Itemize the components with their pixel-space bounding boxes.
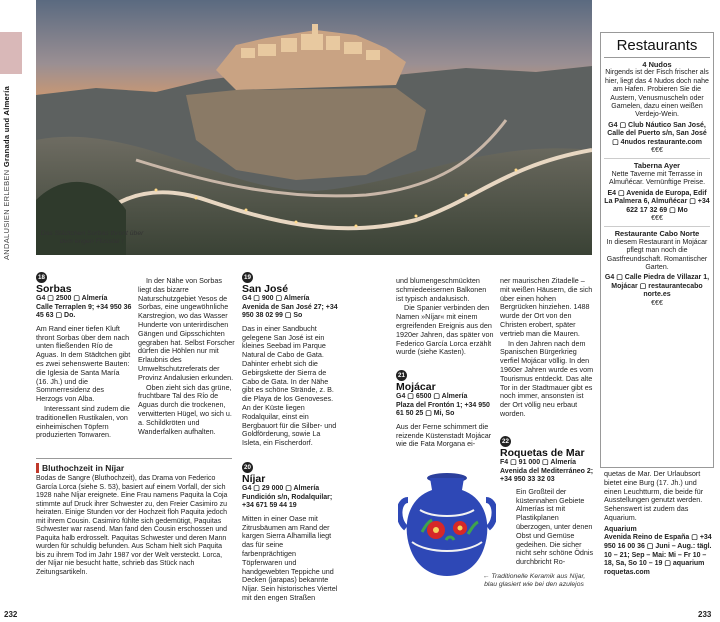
- restaurant-item: [604, 230, 710, 311]
- sidebar-heading: Restaurants: [604, 37, 710, 58]
- restaurants-sidebar: [600, 32, 714, 468]
- sorbas-section: [36, 272, 132, 441]
- page-number-right: 233: [698, 610, 712, 619]
- info-line: G4 ▢ 900 ▢ Almería: [242, 295, 310, 302]
- section-title: San José: [242, 283, 289, 295]
- section-side-label: ANDALUSIEN ERLEBEN Granada und Almería: [2, 85, 11, 260]
- section-title: Níjar: [242, 473, 266, 485]
- nijar-section: [242, 462, 338, 604]
- restaurant-desc: Nette Taverne mit Terrasse in Almuñécar. Vernünftige Preise.: [608, 170, 706, 187]
- info-line: Plaza del Frontón 1; +34 950 61 50 25 ▢ Mi, So: [396, 401, 490, 418]
- paragraph: Am Rand einer tiefen Kluft thront Sorbas über dem nach unten fließenden Río de Aguas. In dem Städtchen gibt es zwei sehenswerte Bauten: die Iglesia de Santa María (16. Jh.) und die Sommerresidenz des Herzogs von Alba.: [36, 323, 131, 404]
- paragraph: Das in einer Sandbucht gelegene San José ist ein kleines Seebad im Parque Natural de Cabo de Gata. Dahinter erhebt sich die Gebirgskette der Sierra de Cabo de Gata. In der Nähe gibt es schöne Strände, z. B. die Playa de los Genoveses. An der Küste liegen Rodalquilar, einst ein Bergbauort für die Silber- und Goldförderung, sowie La Isleta, ein Fischerdorf.: [242, 323, 337, 448]
- entry-number: 19: [242, 272, 253, 283]
- aquarium-title: Aquarium: [604, 525, 637, 533]
- entry-number: 21: [396, 370, 407, 381]
- paragraph: Mitten in einer Oase mit Zitrusbäumen am Rand der kargen Sierra Alhamilla liegt das für seine farbenprächtigen Töpferwaren und handgewebten Teppiche und Decken (jarapas) bekannte Níjar. Sein historisches Viertel mit den engen Straßen: [242, 513, 338, 602]
- entry-number: 20: [242, 462, 253, 473]
- restaurant-item: [604, 61, 710, 159]
- price-rating: €€€: [651, 147, 663, 155]
- restaurant-desc: Nirgends ist der Fisch frischer als hier, liegt das 4 Nudos doch nahe am Hafen. Probieren Sie die Austern, Venusmuscheln oder Garnelen, dazu einen weißen Verdejo-Wein.: [605, 69, 709, 119]
- entry-number: 18: [36, 272, 47, 283]
- arrow-left-icon: ←: [482, 573, 490, 580]
- bluthochzeit-box: [36, 458, 232, 577]
- mojacar-continued: [500, 277, 594, 420]
- ceramic-vase-image: [398, 470, 496, 580]
- price-rating: €€€: [651, 299, 663, 307]
- section-title: Sorbas: [36, 283, 72, 295]
- info-line: Avenida del Mediterráneo 2; +34 950 33 32 03: [500, 467, 594, 484]
- info-line: Fundición s/n, Rodalquilar; +34 671 59 44 19: [242, 493, 333, 510]
- paragraph: und blumengeschmückten schmiedeeisernen Balkonen ist typisch andalusisch.: [396, 276, 487, 303]
- vase-caption: ← Traditionelle Keramik aus Níjar, blau glasiert wie bei den azulejos: [482, 573, 586, 588]
- paragraph: Oben zieht sich das grüne, fruchtbare Tal des Río de Aguas durch die trockenen, verwitterten Hügel, wo sich u. a. Schildkröten und Wanderfalken aufhalten.: [138, 382, 232, 436]
- sorbas-photo: [36, 0, 592, 255]
- paragraph: Die Spanier verbinden den Namen »Níjar« mit einem ergreifenden Ereignis aus den 1920er Jahren, das später von Federico García Lorca erzählt wurde (siehe Kasten).: [396, 303, 494, 357]
- photo-caption: Das Städtchen Sorbas thront über dem engen Flusstal ↑: [40, 230, 144, 245]
- restaurant-item: [604, 162, 710, 227]
- section-title: Roquetas de Mar: [500, 447, 585, 459]
- roquetas-continued: [604, 470, 716, 577]
- paragraph: quetas de Mar. Der Urlaubsort bietet eine Burg (17. Jh.) und einen Leuchtturm, die beide für Ausstellungen genutzt werden. Sehenswert ist zudem das Aquarium.: [604, 469, 704, 522]
- restaurant-name: Restaurante Cabo Norte: [614, 229, 700, 239]
- info-line: G4 ▢ 29 000 ▢ Almería: [242, 485, 320, 492]
- paragraph: ner maurischen Zitadelle – mit weißen Häusern, die sich über einen hohen Bergrücken hinziehen. 1488 wurde der Ort von den Christen erobert, später vertrieb man die Mauren.: [500, 276, 593, 338]
- roquetas-section: [500, 436, 596, 568]
- page-number-left: 232: [4, 610, 18, 619]
- info-line: G4 ▢ 6500 ▢ Almería: [396, 393, 468, 400]
- paragraph: In den Jahren nach dem Spanischen Bürgerkrieg verfiel Mojácar völlig. In den 1960er Jahren wurde es vom Tourismus entdeckt. Das alte Tor in der Stadtmauer gibt es noch immer, ansonsten ist der Ort völlig neu erbaut worden.: [500, 338, 594, 418]
- box-title: Bluthochzeit in Níjar: [36, 463, 232, 473]
- info-line: F4 ▢ 91 000 ▢ Almería: [500, 459, 577, 466]
- restaurant-name: 4 Nudos: [642, 60, 672, 69]
- restaurant-desc: In diesem Restaurant in Mojácar pflegt man noch die Gastfreundschaft. Romantischer Garten.: [606, 238, 708, 271]
- arrow-up-icon: ↑: [120, 238, 125, 245]
- price-rating: €€€: [651, 214, 663, 222]
- sanjose-section: [242, 272, 338, 449]
- entry-number: 22: [500, 436, 511, 447]
- aquarium-info: Avenida Reino de España ▢ +34 950 16 00 36 ▢ Juni – Aug.: tägl. 10 – 21; Sep – Mai: Mi – Fr 10 – 18, Sa, So 10 – 19 ▢ aquarium roquetas.com: [604, 534, 712, 576]
- box-text: Bodas de Sangre (Bluthochzeit), das Drama von Federico García Lorca (siehe S. 53), basiert auf einem Vorfall, der sich 1928 nahe Níjar ereignete. Eine Frau namens Paquita la Coja stimmte auf Druck ihrer Schwester zu, den Freier Casimiro zu heiraten. Einige Stunden vor der Hochzeit floh Paquita jedoch mit ihrem Cousin. Casimiro fühlte sich gedemütigt, Paquitas Schwester war rasend. Man fand den Cousin erschossen und Paquita halb erdrosselt. Paquitas Schwester und deren Mann wurden für schuldig befunden. Aus Scham hielt sich Paquita bis zu ihrem Tod im Jahr 1987 vor der Welt versteckt. Lorca, der Níjar nie besucht hatte, schrieb das Stück nach Zeitungsartikeln.: [36, 475, 228, 576]
- restaurant-name: Taberna Ayer: [633, 161, 681, 171]
- section-title: Mojácar: [396, 381, 436, 393]
- info-line: Avenida de San José 27; +34 950 38 02 99 ▢ So: [242, 303, 338, 320]
- nijar-continued: [396, 277, 494, 358]
- mojacar-section: [396, 370, 494, 450]
- paragraph: In der Nähe von Sorbas liegt das bizarre Naturschutzgebiet Yesos de Sorbas, eine ungewöhnliche Karstregion, wo das Wasser Hunderte von unterirdischen Gängen und Gipsschichten gegraben hat. Selbst Forscher dürfen die Höhlen nur mit Erlaubnis des Umweltschutzreferats der Provinz Andalusien erkunden.: [138, 276, 235, 382]
- info-line: G4 ▢ 2500 ▢ Almería: [36, 295, 108, 302]
- info-line: Calle Terraplen 9; +34 950 36 45 63 ▢ Do.: [36, 303, 132, 320]
- restaurant-info: G4 ▢ Club Náutico San José, Calle del Puerto s/n, San José ▢ 4nudos restaurante.com: [607, 121, 707, 146]
- paragraph: Aus der Ferne schimmert die reizende Küstenstadt Mojácar wie die Fata Morgana ei-: [396, 421, 492, 449]
- sorbas-continued: [138, 277, 236, 437]
- paragraph: Interessant sind zudem die traditionellen Rustikalen, von einheimischen Töpfern produzierten Tonwaren.: [36, 403, 130, 440]
- restaurant-info: G4 ▢ Calle Piedra de Villazar 1, Mojácar ▢ restaurantecabo norte.es: [604, 274, 710, 299]
- paragraph: Ein Großteil der küstennahen Gebiete Almerías ist mit Plastikplanen überzogen, unter denen Obst und Gemüse gedeihen. Die sicher nicht sehr schöne Ödnis durchbricht Ro-: [516, 486, 594, 567]
- restaurant-info: E4 ▢ Avenida de Europa, Edif La Palmera 6, Almuñécar ▢ +34 622 17 32 69 ▢ Mo: [604, 189, 710, 214]
